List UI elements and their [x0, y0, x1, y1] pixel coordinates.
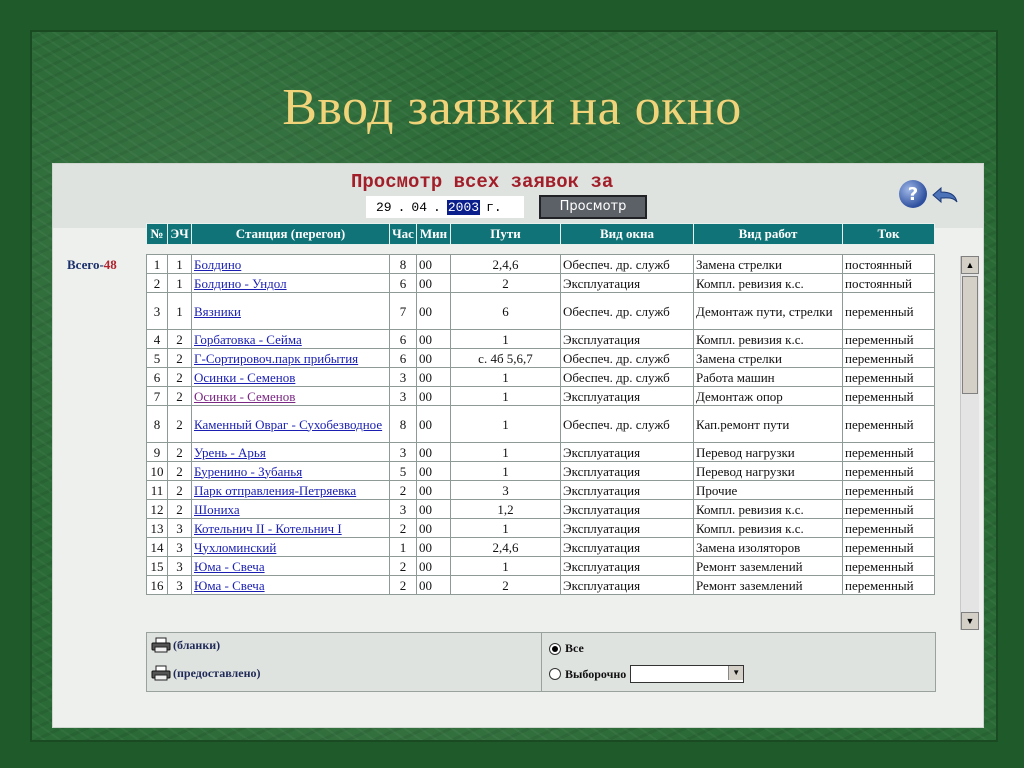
row-station — [192, 538, 390, 557]
row-station — [192, 293, 390, 330]
row-current: переменный — [843, 443, 935, 462]
app-window — [52, 163, 984, 728]
col-hour[interactable]: Час — [390, 224, 417, 245]
col-ech[interactable]: ЭЧ — [168, 224, 192, 245]
print-provided-label[interactable]: (предоставлено) — [173, 665, 261, 680]
row-ech: 1 — [168, 255, 192, 274]
row-number: 10 — [147, 462, 168, 481]
row-current: переменный — [843, 368, 935, 387]
row-station — [192, 406, 390, 443]
row-tracks: 1 — [451, 368, 561, 387]
row-window-type: Эксплуатация — [561, 443, 694, 462]
view-button[interactable]: Просмотр — [539, 195, 647, 219]
row-current: переменный — [843, 500, 935, 519]
station-link[interactable]: Юма - Свеча — [194, 577, 265, 593]
row-hour: 5 — [390, 462, 417, 481]
radio-selective[interactable] — [549, 668, 561, 680]
row-work-type: Замена стрелки — [694, 349, 843, 368]
station-link[interactable]: Чухломинский — [194, 539, 277, 555]
row-hour: 2 — [390, 576, 417, 595]
row-minute: 00 — [417, 500, 451, 519]
row-current: переменный — [843, 406, 935, 443]
row-number: 5 — [147, 349, 168, 368]
requests-table — [146, 254, 935, 595]
row-ech: 3 — [168, 519, 192, 538]
row-work-type: Перевод нагрузки — [694, 462, 843, 481]
table-scrollbar[interactable] — [960, 256, 979, 630]
row-number: 3 — [147, 293, 168, 330]
row-ech: 2 — [168, 462, 192, 481]
row-number: 2 — [147, 274, 168, 293]
chevron-down-icon[interactable]: ▼ — [728, 666, 743, 680]
row-tracks: 1 — [451, 406, 561, 443]
row-hour: 3 — [390, 443, 417, 462]
row-station — [192, 387, 390, 406]
row-window-type: Обеспеч. др. служб — [561, 293, 694, 330]
station-link[interactable]: Горбатовка - Сейма — [194, 331, 302, 347]
row-work-type: Работа машин — [694, 368, 843, 387]
row-tracks: 1 — [451, 462, 561, 481]
row-minute: 00 — [417, 576, 451, 595]
row-tracks: 2 — [451, 274, 561, 293]
row-work-type: Демонтаж пути, стрелки — [694, 293, 843, 330]
row-tracks: 2 — [451, 576, 561, 595]
row-hour: 3 — [390, 368, 417, 387]
table-row[interactable] — [147, 293, 935, 330]
row-hour: 7 — [390, 293, 417, 330]
row-ech: 3 — [168, 557, 192, 576]
table-body-scroll[interactable] — [146, 254, 936, 628]
row-work-type: Компл. ревизия к.с. — [694, 500, 843, 519]
date-day[interactable]: 29 — [376, 199, 392, 215]
table-row[interactable] — [147, 557, 935, 576]
row-ech: 1 — [168, 293, 192, 330]
row-minute: 00 — [417, 368, 451, 387]
table-row[interactable] — [147, 368, 935, 387]
row-ech: 2 — [168, 349, 192, 368]
col-station[interactable]: Станция (перегон) — [192, 224, 390, 245]
row-ech: 2 — [168, 500, 192, 519]
row-tracks: 1 — [451, 387, 561, 406]
row-current: переменный — [843, 387, 935, 406]
row-ech: 2 — [168, 387, 192, 406]
row-station — [192, 255, 390, 274]
row-window-type: Эксплуатация — [561, 538, 694, 557]
row-window-type: Эксплуатация — [561, 557, 694, 576]
header-title: Просмотр всех заявок за — [351, 171, 614, 193]
table-row[interactable] — [147, 349, 935, 368]
col-window-type[interactable]: Вид окна — [561, 224, 694, 245]
row-hour: 8 — [390, 406, 417, 443]
row-tracks: 3 — [451, 481, 561, 500]
row-minute: 00 — [417, 481, 451, 500]
row-window-type: Обеспеч. др. служб — [561, 349, 694, 368]
row-hour: 2 — [390, 557, 417, 576]
station-link[interactable]: Г-Сортировоч.парк прибытия — [194, 350, 359, 366]
radio-all-row[interactable] — [549, 641, 584, 656]
row-station — [192, 500, 390, 519]
row-station — [192, 519, 390, 538]
date-month[interactable]: 04 — [411, 199, 428, 215]
row-window-type: Эксплуатация — [561, 576, 694, 595]
slide-title: Ввод заявки на окно — [282, 79, 742, 136]
table-header — [146, 223, 935, 245]
row-hour: 6 — [390, 330, 417, 349]
col-work-type[interactable]: Вид работ — [694, 224, 843, 245]
table-row[interactable] — [147, 406, 935, 443]
radio-all[interactable] — [549, 643, 561, 655]
printer-icon — [151, 665, 171, 681]
row-hour: 1 — [390, 538, 417, 557]
row-minute: 00 — [417, 443, 451, 462]
row-number: 4 — [147, 330, 168, 349]
row-tracks: 2,4,6 — [451, 538, 561, 557]
row-minute: 00 — [417, 519, 451, 538]
print-blanks-label[interactable]: (бланки) — [173, 637, 221, 652]
row-minute: 00 — [417, 330, 451, 349]
row-tracks: 1,2 — [451, 500, 561, 519]
row-station — [192, 462, 390, 481]
row-tracks: с. 4б 5,6,7 — [451, 349, 561, 368]
row-window-type: Эксплуатация — [561, 481, 694, 500]
bottom-panel — [146, 632, 936, 692]
window-header — [53, 164, 983, 228]
table-row[interactable] — [147, 330, 935, 349]
date-suffix: г. — [486, 199, 502, 215]
radio-all-label[interactable]: Все — [565, 641, 584, 655]
row-station — [192, 349, 390, 368]
station-link[interactable]: Каменный Овраг - Сухобезводное — [194, 416, 383, 432]
table-row[interactable] — [147, 481, 935, 500]
row-station — [192, 481, 390, 500]
table-row[interactable] — [147, 255, 935, 274]
row-ech: 2 — [168, 443, 192, 462]
row-window-type: Эксплуатация — [561, 500, 694, 519]
row-ech: 2 — [168, 481, 192, 500]
row-current: переменный — [843, 330, 935, 349]
station-link[interactable]: Вязники — [194, 303, 241, 319]
station-link[interactable]: Юма - Свеча — [194, 558, 265, 574]
row-work-type: Замена стрелки — [694, 255, 843, 274]
row-work-type: Демонтаж опор — [694, 387, 843, 406]
row-hour: 8 — [390, 255, 417, 274]
row-number: 15 — [147, 557, 168, 576]
scroll-up-icon[interactable]: ▲ — [961, 256, 979, 274]
station-link[interactable]: Котельнич II - Котельнич I — [194, 520, 342, 536]
row-work-type: Компл. ревизия к.с. — [694, 330, 843, 349]
station-link[interactable]: Парк отправления-Петряевка — [194, 482, 357, 498]
table-row[interactable] — [147, 462, 935, 481]
row-work-type: Ремонт заземлений — [694, 576, 843, 595]
print-blanks-link[interactable] — [151, 637, 220, 653]
row-number: 14 — [147, 538, 168, 557]
table-row[interactable] — [147, 443, 935, 462]
row-number: 16 — [147, 576, 168, 595]
row-station — [192, 368, 390, 387]
row-number: 7 — [147, 387, 168, 406]
row-current: переменный — [843, 293, 935, 330]
row-window-type: Обеспеч. др. служб — [561, 368, 694, 387]
table-row[interactable] — [147, 500, 935, 519]
row-window-type: Эксплуатация — [561, 330, 694, 349]
row-hour: 3 — [390, 387, 417, 406]
row-minute: 00 — [417, 538, 451, 557]
station-link[interactable]: Осинки - Семенов — [194, 388, 296, 404]
print-provided-link[interactable] — [151, 665, 260, 681]
row-minute: 00 — [417, 255, 451, 274]
row-number: 9 — [147, 443, 168, 462]
row-current: постоянный — [843, 274, 935, 293]
row-tracks: 1 — [451, 330, 561, 349]
row-tracks: 1 — [451, 557, 561, 576]
station-link[interactable]: Осинки - Семенов — [194, 369, 296, 385]
row-minute: 00 — [417, 557, 451, 576]
table-row[interactable] — [147, 519, 935, 538]
row-tracks: 6 — [451, 293, 561, 330]
row-ech: 2 — [168, 330, 192, 349]
row-number: 11 — [147, 481, 168, 500]
date-year[interactable]: 2003 — [447, 199, 480, 215]
selective-dropdown[interactable] — [630, 665, 744, 683]
station-link[interactable]: Болдино - Ундол — [194, 275, 287, 291]
station-link[interactable]: Буренино - Зубанья — [194, 463, 303, 479]
date-sep: . — [397, 199, 406, 215]
row-work-type: Замена изоляторов — [694, 538, 843, 557]
scroll-down-icon[interactable]: ▼ — [961, 612, 979, 630]
station-link[interactable]: Урень - Арья — [194, 444, 266, 460]
row-work-type: Ремонт заземлений — [694, 557, 843, 576]
row-ech: 2 — [168, 368, 192, 387]
row-number: 1 — [147, 255, 168, 274]
row-window-type: Эксплуатация — [561, 519, 694, 538]
row-ech: 2 — [168, 406, 192, 443]
row-minute: 00 — [417, 274, 451, 293]
row-tracks: 1 — [451, 519, 561, 538]
row-hour: 6 — [390, 349, 417, 368]
row-window-type: Обеспеч. др. служб — [561, 255, 694, 274]
row-current: переменный — [843, 481, 935, 500]
row-hour: 2 — [390, 481, 417, 500]
row-current: переменный — [843, 576, 935, 595]
radio-selective-row[interactable] — [549, 665, 744, 683]
col-current[interactable]: Ток — [843, 224, 935, 245]
row-work-type: Перевод нагрузки — [694, 443, 843, 462]
row-station — [192, 274, 390, 293]
table-row[interactable] — [147, 274, 935, 293]
station-link[interactable]: Шониха — [194, 501, 240, 517]
help-icon[interactable]: ? — [899, 180, 927, 208]
row-window-type: Обеспеч. др. служб — [561, 406, 694, 443]
row-window-type: Эксплуатация — [561, 462, 694, 481]
row-window-type: Эксплуатация — [561, 274, 694, 293]
row-ech: 3 — [168, 576, 192, 595]
row-minute: 00 — [417, 387, 451, 406]
row-hour: 3 — [390, 500, 417, 519]
row-window-type: Эксплуатация — [561, 387, 694, 406]
row-work-type: Компл. ревизия к.с. — [694, 274, 843, 293]
date-sep: . — [433, 199, 441, 215]
row-current: переменный — [843, 538, 935, 557]
scroll-thumb[interactable] — [962, 276, 978, 394]
station-link[interactable]: Болдино — [194, 256, 242, 272]
row-current: переменный — [843, 519, 935, 538]
table-row[interactable] — [147, 538, 935, 557]
row-current: переменный — [843, 557, 935, 576]
row-current: переменный — [843, 462, 935, 481]
col-tracks[interactable]: Пути — [451, 224, 561, 245]
row-work-type: Прочие — [694, 481, 843, 500]
panel-divider — [541, 633, 542, 691]
table-row[interactable] — [147, 387, 935, 406]
row-minute: 00 — [417, 406, 451, 443]
row-work-type: Кап.ремонт пути — [694, 406, 843, 443]
row-number: 12 — [147, 500, 168, 519]
row-current: постоянный — [843, 255, 935, 274]
row-number: 8 — [147, 406, 168, 443]
col-minute[interactable]: Мин — [417, 224, 451, 245]
table-row[interactable] — [147, 576, 935, 595]
row-minute: 00 — [417, 462, 451, 481]
row-ech: 1 — [168, 274, 192, 293]
row-station — [192, 557, 390, 576]
row-minute: 00 — [417, 293, 451, 330]
row-ech: 3 — [168, 538, 192, 557]
row-station — [192, 443, 390, 462]
row-tracks: 1 — [451, 443, 561, 462]
row-tracks: 2,4,6 — [451, 255, 561, 274]
total-count: Всего-48 — [67, 257, 117, 272]
date-input[interactable] — [366, 196, 524, 218]
row-station — [192, 330, 390, 349]
back-arrow-icon[interactable] — [931, 184, 959, 206]
row-minute: 00 — [417, 349, 451, 368]
row-hour: 2 — [390, 519, 417, 538]
row-station — [192, 576, 390, 595]
row-number: 6 — [147, 368, 168, 387]
printer-icon — [151, 637, 171, 653]
row-current: переменный — [843, 349, 935, 368]
col-number[interactable]: № — [147, 224, 168, 245]
radio-selective-label[interactable]: Выборочно — [565, 666, 627, 681]
row-number: 13 — [147, 519, 168, 538]
row-work-type: Компл. ревизия к.с. — [694, 519, 843, 538]
row-hour: 6 — [390, 274, 417, 293]
